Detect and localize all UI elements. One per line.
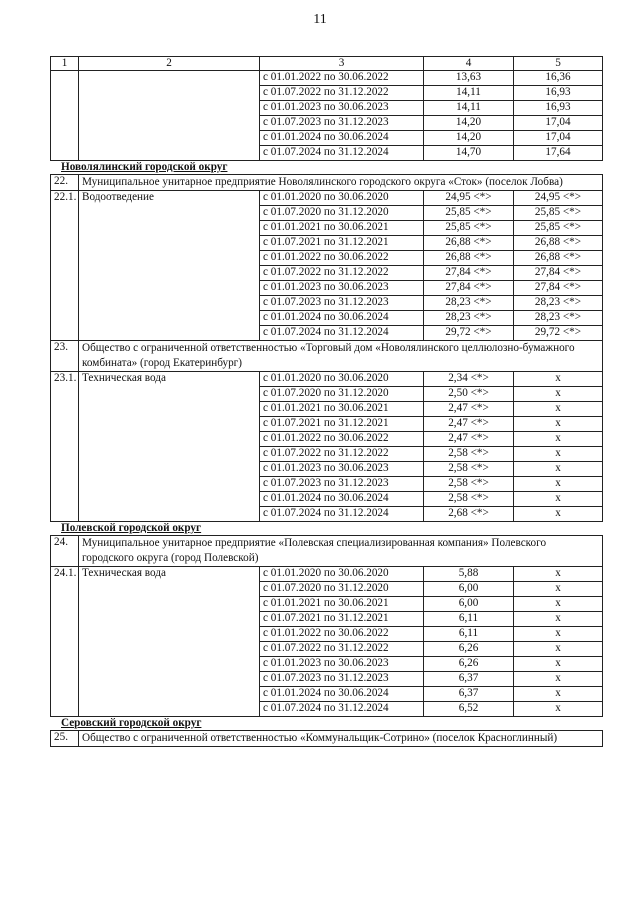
tariff-value-vat-cell: x — [514, 507, 603, 522]
item-number: 24.1. — [51, 567, 79, 717]
region-row — [51, 522, 603, 536]
tariff-value-vat-cell: x — [514, 582, 603, 597]
tariff-value-cell: 2,58 <*> — [424, 477, 514, 492]
organization-row — [51, 175, 603, 191]
tariff-value-vat-cell: x — [514, 417, 603, 432]
tariff-row — [51, 191, 603, 206]
period-cell: с 01.07.2021 по 31.12.2021 — [260, 417, 424, 432]
period-cell: с 01.01.2024 по 30.06.2024 — [260, 311, 424, 326]
tariff-value-vat-cell: 27,84 <*> — [514, 266, 603, 281]
tariff-value-cell: 26,88 <*> — [424, 236, 514, 251]
period-cell: с 01.01.2020 по 30.06.2020 — [260, 372, 424, 387]
tariff-value-vat-cell: x — [514, 477, 603, 492]
tariff-value-vat-cell: x — [514, 642, 603, 657]
tariff-value-cell: 24,95 <*> — [424, 191, 514, 206]
tariff-row — [51, 71, 603, 86]
period-cell: с 01.07.2024 по 31.12.2024 — [260, 507, 424, 522]
header-col-2: 2 — [79, 57, 260, 71]
tariff-value-vat-cell: 25,85 <*> — [514, 221, 603, 236]
period-cell: с 01.07.2023 по 31.12.2023 — [260, 116, 424, 131]
period-cell: с 01.01.2024 по 30.06.2024 — [260, 131, 424, 146]
item-number: 22. — [51, 175, 79, 191]
region-heading: Полевской городской округ — [51, 522, 603, 536]
period-cell: с 01.07.2021 по 31.12.2021 — [260, 236, 424, 251]
service-name: Водоотведение — [79, 191, 260, 341]
period-cell: с 01.07.2020 по 31.12.2020 — [260, 206, 424, 221]
tariff-value-cell: 29,72 <*> — [424, 326, 514, 341]
header-col-5: 5 — [514, 57, 603, 71]
tariff-row — [51, 372, 603, 387]
tariff-value-cell: 2,47 <*> — [424, 432, 514, 447]
service-name: Техническая вода — [79, 372, 260, 522]
item-number: 25. — [51, 731, 79, 747]
period-cell: с 01.07.2023 по 31.12.2023 — [260, 672, 424, 687]
tariff-value-vat-cell: 17,04 — [514, 131, 603, 146]
period-cell: с 01.01.2022 по 30.06.2022 — [260, 432, 424, 447]
period-cell: с 01.01.2020 по 30.06.2020 — [260, 191, 424, 206]
header-col-3: 3 — [260, 57, 424, 71]
organization-name: Общество с ограниченной ответственностью «Коммунальщик-Сотрино» (поселок Красноглинный) — [79, 731, 603, 747]
tariff-value-cell: 14,11 — [424, 86, 514, 101]
tariff-value-vat-cell: x — [514, 492, 603, 507]
period-cell: с 01.07.2021 по 31.12.2021 — [260, 612, 424, 627]
tariff-table-body — [51, 57, 603, 747]
tariff-value-cell: 2,47 <*> — [424, 417, 514, 432]
region-row — [51, 161, 603, 175]
period-cell: с 01.07.2022 по 31.12.2022 — [260, 642, 424, 657]
tariff-value-cell: 2,58 <*> — [424, 462, 514, 477]
region-heading: Новолялинский городской округ — [51, 161, 603, 175]
tariff-value-cell: 27,84 <*> — [424, 266, 514, 281]
tariff-value-vat-cell: 16,36 — [514, 71, 603, 86]
tariff-value-vat-cell: 28,23 <*> — [514, 296, 603, 311]
tariff-value-vat-cell: x — [514, 612, 603, 627]
header-col-4: 4 — [424, 57, 514, 71]
region-row — [51, 717, 603, 731]
tariff-value-cell: 2,47 <*> — [424, 402, 514, 417]
tariff-value-cell: 6,37 — [424, 687, 514, 702]
period-cell: с 01.07.2023 по 31.12.2023 — [260, 477, 424, 492]
tariff-value-vat-cell: x — [514, 372, 603, 387]
period-cell: с 01.01.2021 по 30.06.2021 — [260, 597, 424, 612]
tariff-value-cell: 25,85 <*> — [424, 221, 514, 236]
tariff-value-vat-cell: 17,64 — [514, 146, 603, 161]
period-cell: с 01.01.2024 по 30.06.2024 — [260, 687, 424, 702]
period-cell: с 01.01.2023 по 30.06.2023 — [260, 101, 424, 116]
period-cell: с 01.07.2024 по 31.12.2024 — [260, 326, 424, 341]
tariff-value-cell: 14,20 — [424, 116, 514, 131]
tariff-value-vat-cell: 24,95 <*> — [514, 191, 603, 206]
tariff-value-cell: 2,34 <*> — [424, 372, 514, 387]
period-cell: с 01.07.2022 по 31.12.2022 — [260, 86, 424, 101]
period-cell: с 01.01.2022 по 30.06.2022 — [260, 71, 424, 86]
period-cell: с 01.01.2024 по 30.06.2024 — [260, 492, 424, 507]
period-cell: с 01.01.2023 по 30.06.2023 — [260, 657, 424, 672]
tariff-value-vat-cell: x — [514, 567, 603, 582]
tariff-value-vat-cell: x — [514, 462, 603, 477]
tariff-value-vat-cell: x — [514, 402, 603, 417]
tariff-value-vat-cell: 26,88 <*> — [514, 251, 603, 266]
tariff-value-vat-cell: x — [514, 627, 603, 642]
item-number: 23. — [51, 341, 79, 372]
tariff-value-vat-cell: 16,93 — [514, 101, 603, 116]
tariff-table — [50, 56, 603, 747]
period-cell: с 01.07.2024 по 31.12.2024 — [260, 702, 424, 717]
tariff-value-vat-cell: x — [514, 432, 603, 447]
tariff-value-vat-cell: 16,93 — [514, 86, 603, 101]
tariff-value-cell: 2,58 <*> — [424, 447, 514, 462]
tariff-value-vat-cell: x — [514, 687, 603, 702]
period-cell: с 01.01.2022 по 30.06.2022 — [260, 627, 424, 642]
tariff-value-cell: 6,52 — [424, 702, 514, 717]
tariff-value-cell: 13,63 — [424, 71, 514, 86]
tariff-value-vat-cell: x — [514, 597, 603, 612]
period-cell: с 01.01.2023 по 30.06.2023 — [260, 462, 424, 477]
tariff-value-cell: 28,23 <*> — [424, 296, 514, 311]
tariff-value-cell: 28,23 <*> — [424, 311, 514, 326]
period-cell: с 01.01.2021 по 30.06.2021 — [260, 221, 424, 236]
tariff-value-vat-cell: 27,84 <*> — [514, 281, 603, 296]
period-cell: с 01.07.2024 по 31.12.2024 — [260, 146, 424, 161]
tariff-value-vat-cell: x — [514, 447, 603, 462]
tariff-value-cell: 6,26 — [424, 657, 514, 672]
tariff-value-vat-cell: 28,23 <*> — [514, 311, 603, 326]
period-cell: с 01.07.2022 по 31.12.2022 — [260, 447, 424, 462]
tariff-value-vat-cell: x — [514, 702, 603, 717]
service-name — [79, 71, 260, 161]
tariff-value-cell: 6,26 — [424, 642, 514, 657]
item-number: 22.1. — [51, 191, 79, 341]
tariff-value-cell: 14,70 — [424, 146, 514, 161]
organization-name: Муниципальное унитарное предприятие «Полевская специализированная компания» Полевского городского округа (город Полевской) — [79, 536, 603, 567]
tariff-value-cell: 6,00 — [424, 582, 514, 597]
organization-row — [51, 536, 603, 567]
header-row — [51, 57, 603, 71]
tariff-row — [51, 567, 603, 582]
organization-name: Муниципальное унитарное предприятие Новолялинского городского округа «Сток» (поселок Лобва) — [79, 175, 603, 191]
item-number: 24. — [51, 536, 79, 567]
tariff-value-cell: 6,11 — [424, 612, 514, 627]
item-number — [51, 71, 79, 161]
tariff-value-vat-cell: 17,04 — [514, 116, 603, 131]
tariff-value-cell: 25,85 <*> — [424, 206, 514, 221]
item-number: 23.1. — [51, 372, 79, 522]
tariff-value-cell: 2,50 <*> — [424, 387, 514, 402]
tariff-value-cell: 27,84 <*> — [424, 281, 514, 296]
organization-row — [51, 341, 603, 372]
tariff-value-vat-cell: 29,72 <*> — [514, 326, 603, 341]
tariff-value-vat-cell: 26,88 <*> — [514, 236, 603, 251]
tariff-value-cell: 2,58 <*> — [424, 492, 514, 507]
tariff-value-cell: 14,11 — [424, 101, 514, 116]
period-cell: с 01.01.2020 по 30.06.2020 — [260, 567, 424, 582]
period-cell: с 01.07.2022 по 31.12.2022 — [260, 266, 424, 281]
tariff-value-cell: 14,20 — [424, 131, 514, 146]
tariff-value-cell: 6,11 — [424, 627, 514, 642]
header-col-1: 1 — [51, 57, 79, 71]
page-number: 11 — [313, 12, 327, 27]
tariff-value-vat-cell: x — [514, 672, 603, 687]
tariff-value-cell: 6,00 — [424, 597, 514, 612]
period-cell: с 01.07.2023 по 31.12.2023 — [260, 296, 424, 311]
tariff-value-cell: 26,88 <*> — [424, 251, 514, 266]
tariff-value-vat-cell: 25,85 <*> — [514, 206, 603, 221]
period-cell: с 01.01.2023 по 30.06.2023 — [260, 281, 424, 296]
tariff-value-cell: 6,37 — [424, 672, 514, 687]
period-cell: с 01.07.2020 по 31.12.2020 — [260, 582, 424, 597]
period-cell: с 01.07.2020 по 31.12.2020 — [260, 387, 424, 402]
tariff-value-vat-cell: x — [514, 387, 603, 402]
tariff-value-cell: 2,68 <*> — [424, 507, 514, 522]
region-heading: Серовский городской округ — [51, 717, 603, 731]
organization-name: Общество с ограниченной ответственностью «Торговый дом «Новолялинского целлюлозно-бумажного комбината» (город Екатеринбург) — [79, 341, 603, 372]
period-cell: с 01.01.2022 по 30.06.2022 — [260, 251, 424, 266]
organization-row — [51, 731, 603, 747]
service-name: Техническая вода — [79, 567, 260, 717]
period-cell: с 01.01.2021 по 30.06.2021 — [260, 402, 424, 417]
tariff-value-vat-cell: x — [514, 657, 603, 672]
tariff-value-cell: 5,88 — [424, 567, 514, 582]
